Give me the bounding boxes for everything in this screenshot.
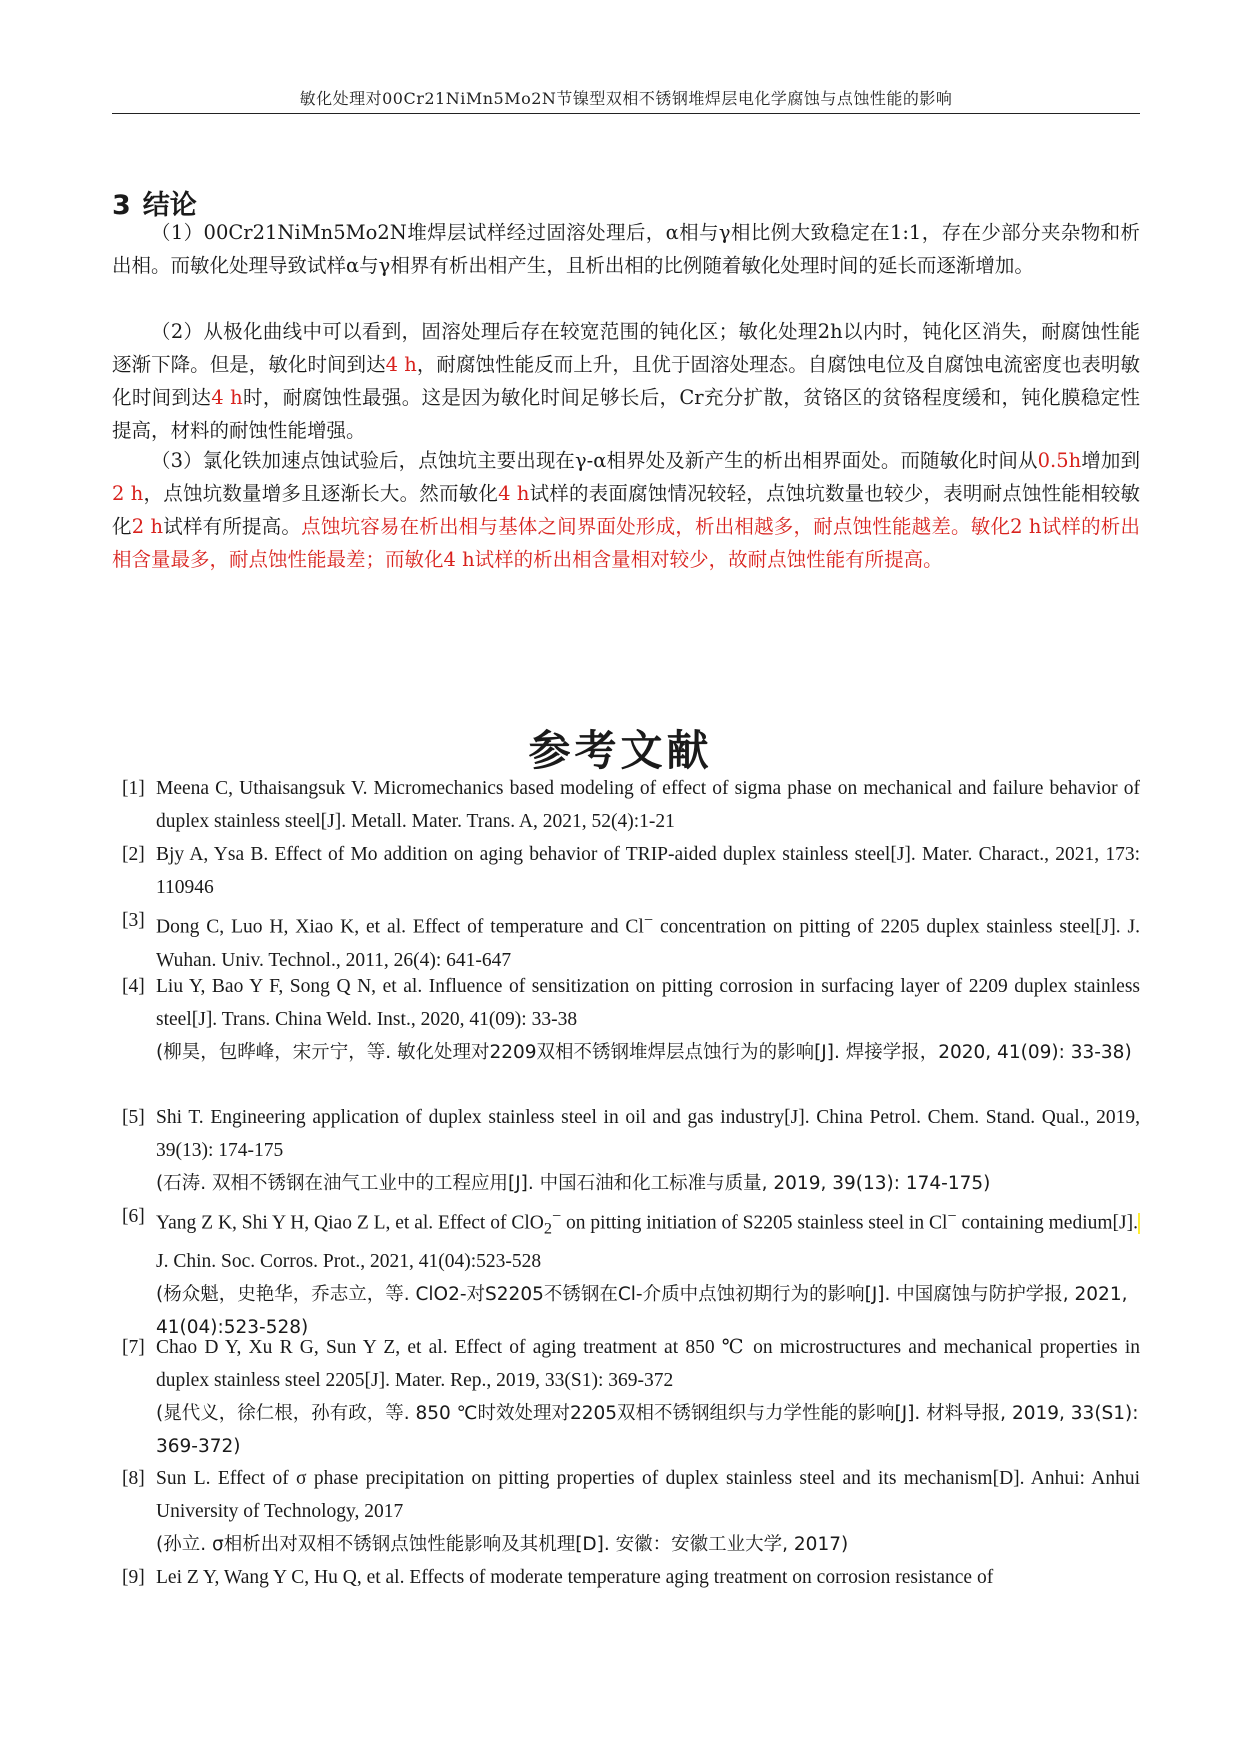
- header-rule: [112, 113, 1140, 114]
- conclusion-paragraph-3: [112, 444, 1140, 576]
- conclusion-paragraph-2: [112, 315, 1140, 447]
- ref-text: Liu Y, Bao Y F, Song Q N, et al. Influence of sensitization on pitting corrosion in surfacing layer of 2209 duplex stainless steel[J]. Trans. China Weld. Inst., 2020, 41(09): 33-38: [156, 976, 1140, 1030]
- reference-9: [122, 1561, 1140, 1594]
- ref-number: [3]: [122, 910, 145, 931]
- ref-number: [9]: [122, 1567, 145, 1588]
- ref-number: [1]: [122, 778, 145, 799]
- ref-text: Lei Z Y, Wang Y C, Hu Q, et al. Effects of moderate temperature aging treatment on corrosion resistance of: [156, 1567, 994, 1588]
- p2-text-c: ，耐腐蚀性能反而上升，且优于固溶处理态。自腐蚀电位及自腐蚀电流密度也表明敏化时间到达: [112, 353, 1140, 409]
- ref-text: Sun L. Effect of σ phase precipitation on pitting properties of duplex stainless steel and its mechanism[D]. Anhui: Anhui University of Technology, 2017: [156, 1468, 1140, 1522]
- ref-chinese-translation: (杨众魁，史艳华，乔志立，等. ClO2-对S2205不锈钢在Cl-介质中点蚀初期行为的影响[J]. 中国腐蚀与防护学报, 2021, 41(04):523-528): [156, 1284, 1128, 1339]
- ref-text: Shi T. Engineering application of duplex stainless steel in oil and gas industry[J]. China Petrol. Chem. Stand. Qual., 2019, 39(13): 174-175: [156, 1107, 1140, 1161]
- ref-superscript: −: [551, 1207, 562, 1225]
- highlight-mark: [1138, 1213, 1140, 1234]
- ref-number: [8]: [122, 1468, 145, 1489]
- section-number: 3: [112, 190, 131, 221]
- reference-8: [122, 1462, 1140, 1561]
- p2-text-a: （2）从极化曲线中可以看到，固溶处理后存在较宽范围的钝化区；敏化处理2h以内时，钝化区消失，耐腐蚀性能逐渐下降。但是，敏化时间到达: [112, 320, 1140, 376]
- p3-text-e: ，点蚀坑数量增多且逐渐长大。然而敏化: [143, 482, 499, 505]
- reference-4: [122, 970, 1140, 1069]
- ref-text-c: containing medium[J].: [956, 1212, 1138, 1234]
- ref-text: Meena C, Uthaisangsuk V. Micromechanics based modeling of effect of sigma phase on mechanical and failure behavior of duplex stainless steel[J]. Metall. Mater. Trans. A, 2021, 52(4):1-21: [156, 778, 1140, 832]
- ref-chinese-translation: (石涛. 双相不锈钢在油气工业中的工程应用[J]. 中国石油和化工标准与质量, 2019, 39(13): 174-175): [156, 1173, 991, 1194]
- references-title: 参考文献: [528, 726, 713, 775]
- section-title: 结论: [142, 190, 197, 221]
- reference-7: [122, 1331, 1140, 1463]
- p2-highlight-4h: 4 h: [385, 353, 417, 376]
- reference-2: [122, 838, 1140, 904]
- ref-text-d: J. Chin. Soc. Corros. Prot., 2021, 41(04):523-528: [156, 1251, 542, 1273]
- p3-highlight-05h: 0.5h: [1037, 449, 1082, 472]
- ref-number: [2]: [122, 844, 145, 865]
- ref-number: [5]: [122, 1107, 145, 1128]
- ref-chinese-translation: (孙立. σ相析出对双相不锈钢点蚀性能影响及其机理[D]. 安徽：安徽工业大学, 2017): [156, 1534, 849, 1555]
- running-header: 敏化处理对00Cr21NiMn5Mo2N节镍型双相不锈钢堆焊层电化学腐蚀与点蚀性能的影响: [299, 89, 953, 108]
- ref-text-b: concentration on pitting of 2205 duplex stainless steel[J]. J. Wuhan. Univ. Technol., 2011, 26(4): 641-647: [156, 916, 1140, 971]
- p3-red-sentence: 点蚀坑容易在析出相与基体之间界面处形成，析出相越多，耐点蚀性能越差。敏化2 h试样的析出相含量最多，耐点蚀性能最差；而敏化4 h试样的析出相含量相对较少，故耐点蚀性能有所提高。: [112, 515, 1140, 571]
- ref-text: [156, 1200, 1140, 1278]
- p3-text-g: 试样的表面腐蚀情况较轻，点蚀坑数量也较少，表明耐点蚀性能相较敏化: [112, 482, 1140, 538]
- ref-text-a: Yang Z K, Shi Y H, Qiao Z L, et al. Effect of ClO: [156, 1212, 544, 1234]
- ref-text: Chao D Y, Xu R G, Sun Y Z, et al. Effect of aging treatment at 850 ℃ on microstructures and mechanical properties in duplex stainless steel 2205[J]. Mater. Rep., 2019, 33(S1): 369-372: [156, 1337, 1140, 1391]
- ref-subscript: 2: [543, 1219, 552, 1238]
- ref-text-a: Dong C, Luo H, Xiao K, et al. Effect of temperature and Cl: [156, 916, 644, 938]
- ref-chinese-translation: (柳昊，包晔峰，宋亓宁，等. 敏化处理对2209双相不锈钢堆焊层点蚀行为的影响[J]. 焊接学报，2020, 41(09): 33-38): [156, 1042, 1132, 1063]
- ref-number: [7]: [122, 1337, 145, 1358]
- ref-number: [4]: [122, 976, 145, 997]
- reference-3: [122, 904, 1140, 977]
- p3-text-c: 增加到: [1081, 449, 1140, 472]
- conclusion-paragraph-1: （1）00Cr21NiMn5Mo2N堆焊层试样经过固溶处理后，α相与γ相比例大致稳定在1:1，存在少部分夹杂物和析出相。而敏化处理导致试样α与γ相界有析出相产生，且析出相的比例随着敏化处理时间的延长而逐渐增加。: [112, 221, 1140, 277]
- reference-6: [122, 1200, 1140, 1344]
- p2-text-e: 时，耐腐蚀性最强。这是因为敏化时间足够长后，Cr充分扩散，贫铬区的贫铬程度缓和，钝化膜稳定性提高，材料的耐蚀性能增强。: [112, 386, 1140, 442]
- p3-highlight-4h: 4 h: [498, 482, 530, 505]
- ref-superscript: −: [643, 911, 654, 929]
- p3-text-a: （3）氯化铁加速点蚀试验后，点蚀坑主要出现在γ-α相界处及新产生的析出相界面处。而随敏化时间从: [151, 449, 1038, 472]
- ref-text: [156, 904, 1140, 977]
- ref-chinese-translation: (晁代义，徐仁根，孙有政，等. 850 ℃时效处理对2205双相不锈钢组织与力学性能的影响[J]. 材料导报, 2019, 33(S1): 369-372): [156, 1403, 1139, 1457]
- ref-text: Bjy A, Ysa B. Effect of Mo addition on aging behavior of TRIP-aided duplex stainless steel[J]. Mater. Charact., 2021, 173: 110946: [156, 844, 1140, 898]
- ref-number: [6]: [122, 1206, 145, 1227]
- p3-highlight-2h: 2 h: [112, 482, 144, 505]
- p3-highlight-2h-2: 2 h: [131, 515, 164, 538]
- p3-text-i: 试样有所提高。: [163, 515, 302, 538]
- reference-1: [122, 772, 1140, 838]
- p2-highlight-4h-2: 4 h: [211, 386, 243, 409]
- ref-superscript-2: −: [947, 1207, 957, 1225]
- reference-5: [122, 1101, 1140, 1200]
- ref-text-b: on pitting initiation of S2205 stainless steel in Cl: [561, 1212, 948, 1234]
